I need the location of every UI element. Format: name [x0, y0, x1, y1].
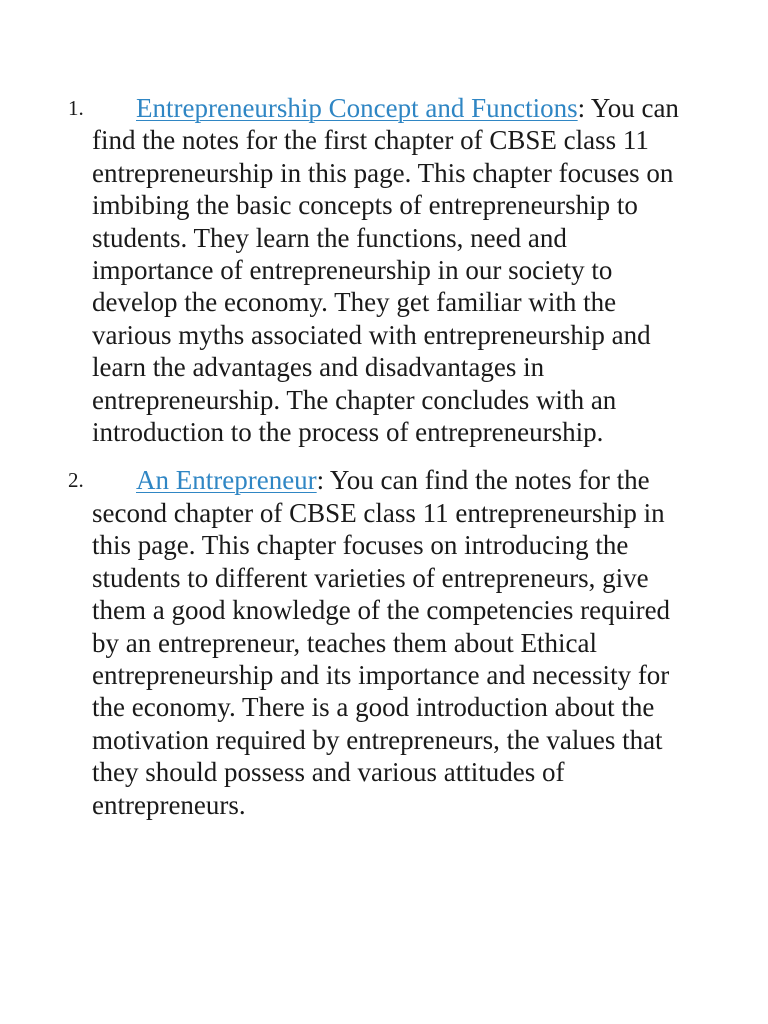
chapter-list — [68, 92, 688, 837]
list-item — [68, 92, 688, 448]
chapter-link-entrepreneurship-concept[interactable]: Entrepreneurship Concept and Functions — [136, 93, 578, 123]
list-item-body: You can find the notes for the first chapter of CBSE class 11 entrepreneurship in this page. This chapter focuses on imbibing the basic concepts of entrepreneurship to students. They learn the functions, need and importance of entrepreneurship in our society to develop the economy. They get familiar with the various myths associated with entrepreneurship and learn the advantages and disadvantages in entrepreneurship. The chapter concludes with an introduction to the process of entrepreneurship. — [92, 93, 679, 448]
list-item — [68, 464, 688, 820]
list-item-number: 2. — [68, 468, 84, 493]
list-item-separator: : — [316, 465, 325, 496]
list-item-number: 1. — [68, 96, 84, 120]
list-item-body: You can find the notes for the second chapter of CBSE class 11 entrepreneurship in this page. This chapter focuses on introducing the students to different varieties of entrepreneurs, give them a good knowledge of the competencies required by an entrepreneur, teaches them about Ethical entrepreneurship and its importance and necessity for the economy. There is a good introduction about the motivation required by entrepreneurs, the values that they should possess and various attitudes of entrepreneurs. — [92, 465, 671, 820]
chapter-link-an-entrepreneur[interactable]: An Entrepreneur — [136, 465, 317, 496]
list-item-separator: : — [577, 93, 586, 123]
